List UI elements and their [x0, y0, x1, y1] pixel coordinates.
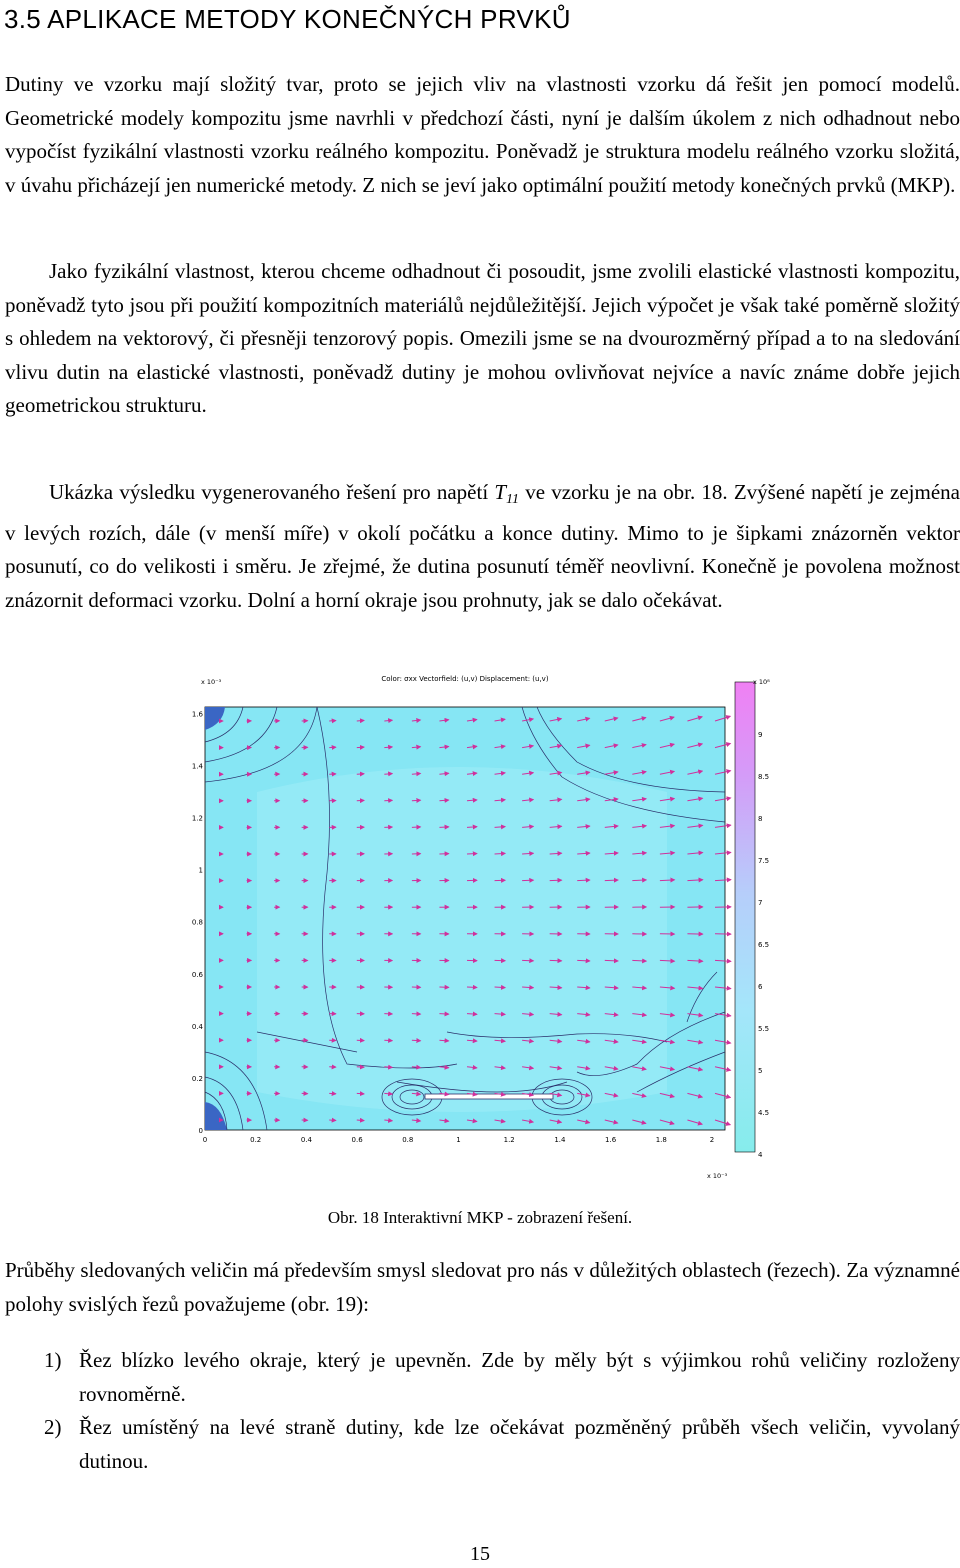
fem-figure: [191, 672, 777, 1192]
y-tick-label: 0: [198, 1127, 203, 1135]
displacement-arrow: [384, 774, 392, 775]
paragraph-result: [5, 476, 960, 617]
x-tick-label: 0.4: [300, 1136, 312, 1144]
x-axis-ticks: [203, 1136, 714, 1144]
paragraph-intro: Dutiny ve vzorku mají složitý tvar, proto se jejich vliv na vlastnosti vzorku dá řešit jen pomocí modelů. Geometrické modely kompozitu jsme navrhli v předchozí části, nyní je dalším úkolem z nich odhadnout nebo vypočíst fyzikální vlastnosti vzorku reálného kompozitu. Poněvadž je struktura modelu reálného vzorku složitá, v úvahu přicházejí jen numerické metody. Z nich se jeví jako optimální použití metody konečných prvků (MKP).: [5, 72, 960, 197]
colorbar-tick-label: 4: [758, 1151, 763, 1159]
displacement-arrow: [439, 827, 448, 828]
colorbar-tick-label: 4.5: [758, 1109, 770, 1117]
displacement-arrow: [605, 880, 618, 881]
colorbar-tick-label: 7.5: [758, 857, 770, 865]
displacement-arrow: [439, 1014, 448, 1015]
x-tick-label: 0: [202, 1136, 208, 1144]
paragraph-elastic: Jako fyzikální vlastnost, kterou chceme odhadnout či posoudit, jsme zvolili elastické vlastnosti kompozitu, poněvadž tyto jsou při použití kompozitních materiálů nejdůležitější. Jejich výpočet je však také poměrně složitý s ohledem na vektorový, či přesněji tenzorový popis. Omezili jsme se na dvourozměrný případ a to na sledování vlivu dutin na elastické vlastnosti, poněvadž dutiny je mohou ovlivňovat nejvíce a navíc známe dobře jejich geometrickou strukturu.: [5, 259, 960, 418]
stress-symbol: T: [494, 480, 507, 504]
stress-subscript: 11: [506, 492, 520, 507]
x-exponent-bottom: x 10⁻³: [707, 1172, 728, 1180]
y-axis-ticks: [192, 710, 204, 1135]
list-item: [0, 1344, 960, 1411]
displacement-arrow: [467, 1014, 477, 1015]
displacement-arrow: [495, 853, 506, 854]
page-number: 15: [470, 1543, 490, 1565]
colorbar-tick-label: 8.5: [758, 773, 770, 781]
displacement-arrow: [357, 1093, 364, 1094]
displacement-arrow: [357, 1120, 364, 1121]
x-tick-label: 1: [456, 1136, 461, 1144]
colorbar-ticks: [758, 731, 769, 1159]
figure-caption: Obr. 18 Interaktivní MKP - zobrazení řešení.: [327, 1208, 633, 1227]
y-tick-label: 1: [198, 866, 203, 875]
y-tick-label: 1.2: [191, 814, 203, 823]
displacement-arrow: [384, 747, 392, 748]
x-tick-label: 1.4: [554, 1136, 566, 1144]
colorbar-tick-label: 5: [758, 1067, 763, 1075]
y-tick-label: 1.6: [191, 710, 203, 719]
displacement-arrow: [577, 880, 590, 881]
list-item-number: 1): [44, 1348, 62, 1372]
y-tick-label: 0.8: [191, 918, 203, 927]
displacement-arrow: [467, 827, 477, 828]
y-tick-label: 1.4: [191, 762, 203, 771]
x-tick-label: 2: [709, 1136, 715, 1144]
displacement-arrow: [412, 800, 421, 801]
x-tick-label: 0.8: [402, 1136, 414, 1144]
list-item: [0, 1411, 960, 1478]
displacement-arrow: [357, 720, 364, 721]
displacement-arrow: [495, 987, 506, 988]
colorbar-tick-label: 6.5: [758, 941, 770, 949]
x-tick-label: 1.2: [503, 1136, 515, 1144]
displacement-arrow: [632, 960, 646, 961]
y-tick-label: 0.2: [191, 1074, 203, 1083]
x-exponent-top: x 10⁻³: [201, 678, 222, 686]
colorbar: [735, 682, 755, 1152]
colorbar-exponent: x 10⁸: [753, 678, 770, 686]
x-tick-label: 1.8: [655, 1136, 667, 1144]
y-tick-label: 0.6: [191, 970, 203, 979]
field-light-region: [257, 767, 667, 1112]
x-tick-label: 0.2: [250, 1136, 262, 1144]
x-tick-label: 1.6: [605, 1136, 617, 1144]
list-item-text: Řez umístěný na levé straně dutiny, kde lze očekávat pozměněný průběh všech veličin, vyvolaný dutinou.: [79, 1415, 960, 1473]
section-list: [0, 1344, 960, 1478]
colorbar-tick-label: 6: [758, 983, 763, 991]
list-item-number: 2): [44, 1415, 62, 1440]
displacement-arrow: [522, 987, 533, 988]
paragraph-sections: Průběhy sledovaných veličin má především smysl sledovat pro nás v důležitých oblastech (řezech). Za významné polohy svislých řezů považujeme (obr. 19):: [5, 1258, 960, 1316]
section-heading: 3.5 APLIKACE METODY KONEČNÝCH PRVKŮ: [4, 4, 571, 34]
plot-title: Color: σxx Vectorfield: (u,v) Displacement: (u,v): [381, 675, 549, 683]
x-tick-label: 0.6: [351, 1136, 363, 1144]
displacement-arrow: [412, 1040, 421, 1041]
paragraph-result-before: Ukázka výsledku vygenerovaného řešení pro napětí: [49, 480, 495, 504]
colorbar-tick-label: 5.5: [758, 1025, 770, 1033]
paragraph-result-after: ve vzorku je na obr. 18. Zvýšené napětí je zejména v levých rozích, dále (v menší míře) v okolí počátku a konce dutiny. Mimo to je šipkami znázorněn vektor posunutí, co do velikosti i směru. Je zřejmé, že dutina posunutí téměř neovlivní. Konečně je povolena možnost znázornit deformaci vzorku. Dolní a horní okraje jsou prohnuty, jak se dalo očekávat.: [5, 480, 960, 612]
colorbar-tick-label: 8: [758, 815, 763, 823]
fem-plot: [191, 672, 777, 1192]
displacement-arrow: [384, 1067, 392, 1068]
displacement-arrow: [577, 960, 590, 961]
colorbar-tick-label: 9: [758, 731, 763, 739]
displacement-arrow: [522, 853, 533, 854]
displacement-arrow: [605, 960, 618, 961]
displacement-arrow: [632, 880, 646, 881]
colorbar-tick-label: 7: [758, 899, 763, 907]
list-item-text: Řez blízko levého okraje, který je upevněn. Zde by měly být s výjimkou rohů veličiny rozloženy rovnoměrně.: [79, 1348, 960, 1406]
cavity: [425, 1094, 553, 1099]
y-tick-label: 0.4: [191, 1022, 203, 1031]
displacement-arrow: [357, 747, 364, 748]
displacement-arrow: [384, 1093, 392, 1094]
